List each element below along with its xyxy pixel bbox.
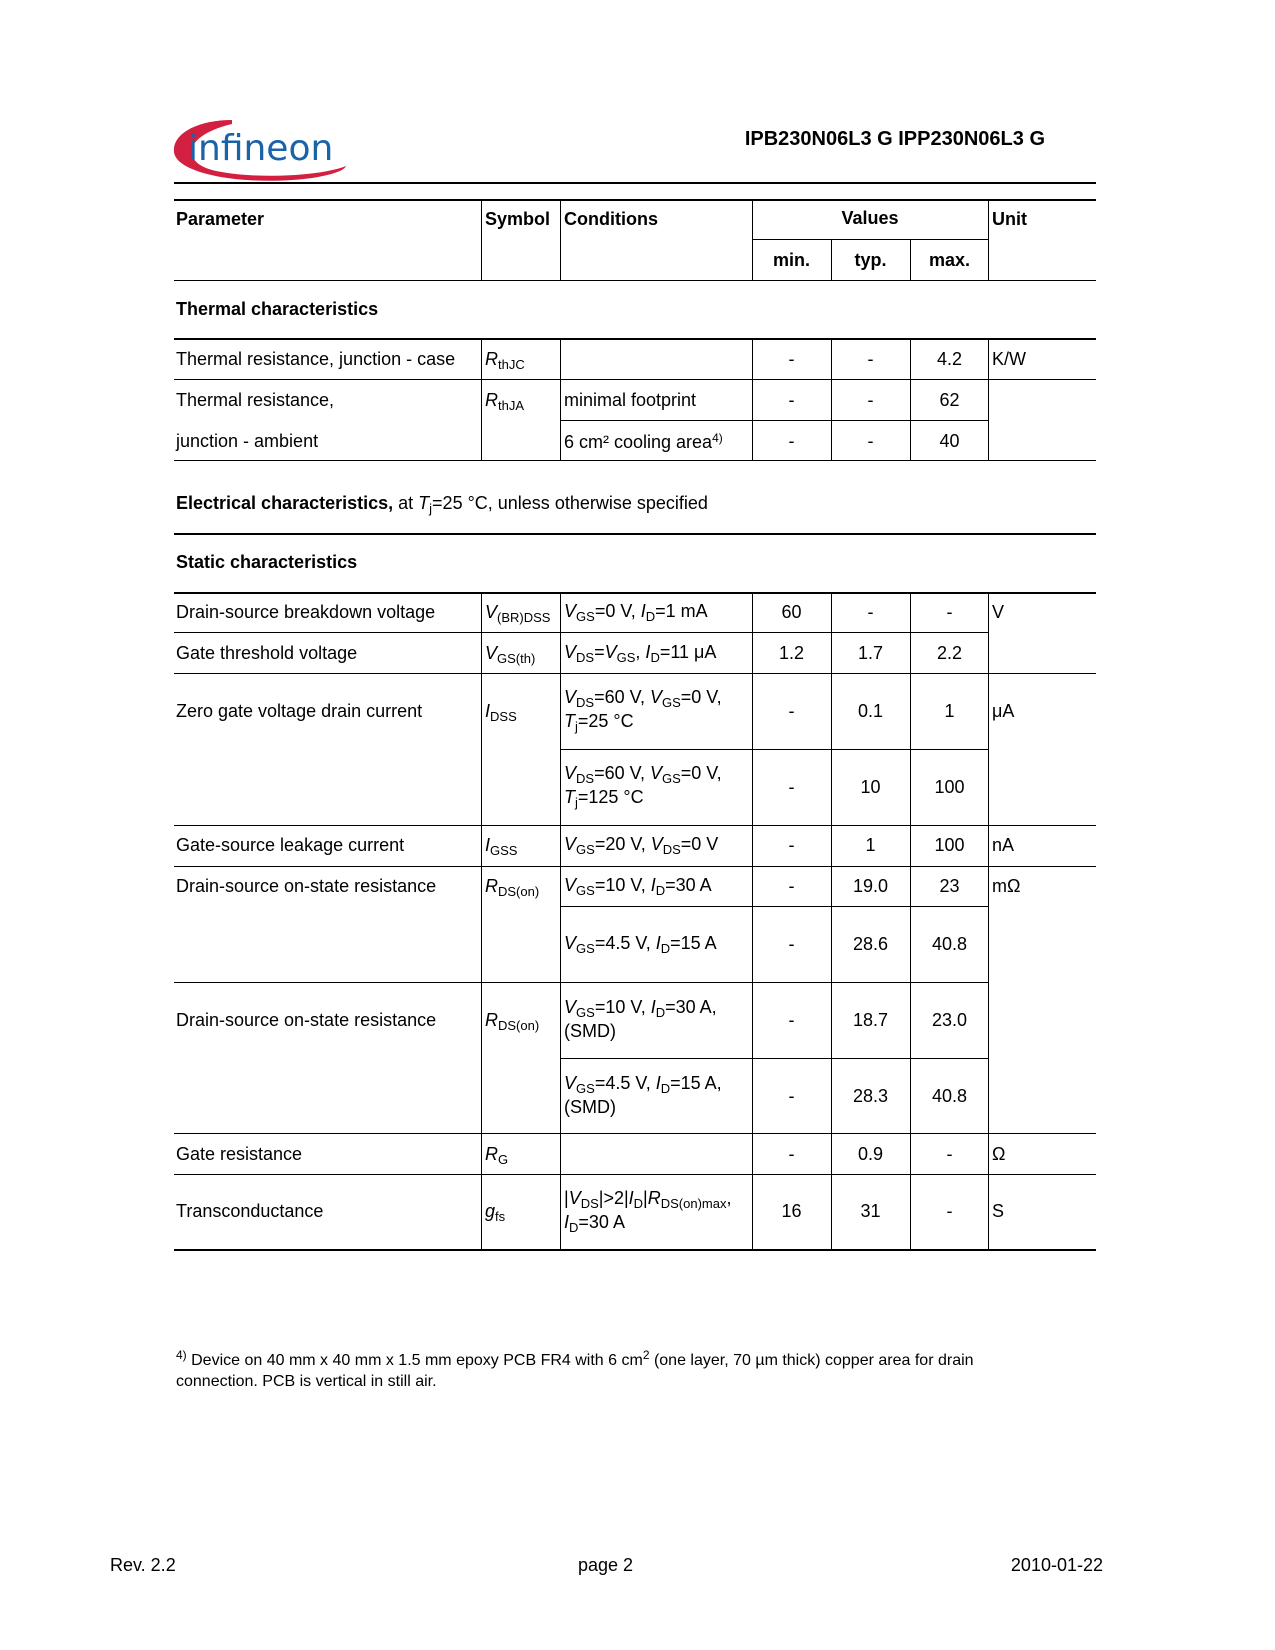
- footer-date: 2010-01-22: [1010, 1555, 1103, 1575]
- col-rule: [481, 338, 482, 461]
- values-sub-rule: [753, 239, 989, 240]
- col-rule: [481, 199, 482, 281]
- param-on-resistance: Drain-source on-state resistance: [176, 876, 437, 896]
- unit-ohm: Ω: [992, 1144, 1006, 1164]
- value-typ: -: [867, 349, 874, 369]
- condition: $V_{DS}=V_{GS}$, $I_D=11$ μA: [564, 642, 717, 665]
- col-header-conditions: Conditions: [564, 209, 658, 229]
- value-max: 40: [939, 431, 960, 451]
- condition-minimal-footprint: minimal footprint: [564, 390, 697, 410]
- row-rule: [174, 338, 1096, 340]
- unit-na: nA: [992, 835, 1015, 855]
- value-typ: 1.7: [857, 643, 884, 663]
- col-header-parameter: Parameter: [176, 209, 265, 229]
- value-max: 23.0: [931, 1010, 968, 1030]
- value-min: -: [788, 835, 795, 855]
- row-rule: [174, 379, 1096, 380]
- condition: $V_{GS}=10$ V, $I_D=30$ A: [564, 875, 712, 898]
- param-gate-threshold: Gate threshold voltage: [176, 643, 358, 663]
- row-rule: [174, 982, 988, 983]
- value-min: -: [788, 1144, 795, 1164]
- svg-text:infineon: infineon: [188, 128, 334, 169]
- row-rule: [174, 533, 1096, 535]
- unit-mohm: mΩ: [992, 876, 1021, 896]
- symbol-vgsth: $V_{GS(th)}$: [485, 643, 536, 666]
- value-min: -: [788, 431, 795, 451]
- value-min: 60: [781, 602, 802, 622]
- condition: $V_{GS}=10$ V, $I_D=30$ A, (SMD): [564, 997, 717, 1041]
- value-max: -: [946, 602, 953, 622]
- value-typ: 1: [865, 835, 876, 855]
- col-rule: [560, 592, 561, 1250]
- symbol-rdson: $R_{DS(on)}$: [485, 876, 540, 899]
- col-rule: [481, 592, 482, 1250]
- symbol-rthja: $R_{thJA}$: [485, 390, 525, 413]
- value-max: 1: [944, 701, 955, 721]
- value-typ: -: [867, 390, 874, 410]
- param-breakdown-voltage: Drain-source breakdown voltage: [176, 602, 436, 622]
- symbol-idss: $I_{DSS}$: [485, 701, 517, 724]
- symbol-igss: $I_{GSS}$: [485, 835, 518, 858]
- value-typ: 18.7: [852, 1010, 889, 1030]
- infineon-logo: [172, 114, 362, 188]
- part-numbers: IPB230N06L3 G IPP230N06L3 G: [744, 128, 1045, 150]
- value-typ: 19.0: [852, 876, 889, 896]
- condition: $V_{GS}=4.5$ V, $I_D=15$ A: [564, 933, 717, 956]
- symbol-rthjc: $R_{thJC}$: [485, 349, 525, 372]
- footer-revision: Rev. 2.2: [110, 1555, 176, 1575]
- value-typ: 28.3: [852, 1086, 889, 1106]
- value-typ: -: [867, 431, 874, 451]
- param-gate-resistance: Gate resistance: [176, 1144, 303, 1164]
- param-transconductance: Transconductance: [176, 1201, 324, 1221]
- param-gate-leakage: Gate-source leakage current: [176, 835, 405, 855]
- param-thermal-jc: Thermal resistance, junction - case: [176, 349, 456, 369]
- value-max: 23: [939, 876, 960, 896]
- unit-kw: K/W: [992, 349, 1026, 369]
- value-max: 4.2: [936, 349, 963, 369]
- row-rule: [174, 632, 988, 633]
- value-min: -: [788, 777, 795, 797]
- row-rule: [560, 906, 989, 907]
- value-typ: 28.6: [852, 934, 889, 954]
- condition-cooling-area: 6 cm² cooling area$^{4)}$: [564, 431, 723, 452]
- symbol-rdson: $R_{DS(on)}$: [485, 1010, 540, 1033]
- value-min: -: [788, 701, 795, 721]
- col-header-max: max.: [928, 250, 971, 270]
- col-rule: [560, 338, 561, 461]
- row-rule: [174, 592, 1096, 594]
- section-title-static: Static characteristics: [176, 552, 358, 572]
- row-rule: [174, 1133, 1096, 1134]
- value-min: -: [788, 934, 795, 954]
- condition: $V_{GS}=4.5$ V, $I_D=15$ A, (SMD): [564, 1073, 722, 1117]
- row-rule: [174, 866, 1096, 867]
- row-rule: [174, 673, 1096, 674]
- col-header-symbol: Symbol: [485, 209, 551, 229]
- condition: $V_{GS}=0$ V, $I_D=1$ mA: [564, 601, 708, 624]
- value-max: 2.2: [936, 643, 963, 663]
- value-max: 40.8: [931, 934, 968, 954]
- value-max: 40.8: [931, 1086, 968, 1106]
- unit-v: V: [992, 602, 1005, 622]
- value-typ: 31: [860, 1201, 881, 1221]
- param-thermal-ja-2: junction - ambient: [176, 431, 319, 451]
- row-rule: [174, 280, 1096, 281]
- symbol-gfs: $g_{fs}$: [485, 1201, 506, 1224]
- value-min: -: [788, 1010, 795, 1030]
- value-typ: 0.9: [857, 1144, 884, 1164]
- value-min: -: [788, 390, 795, 410]
- section-title-electrical: Electrical characteristics, at $T_j=25$ °C, unless otherwise specified: [176, 493, 708, 516]
- footnote: $^{4)}$ Device on 40 mm x 40 mm x 1.5 mm epoxy PCB FR4 with 6 $cm^2$ (one layer, 70 µm thick) copper area for drain connection. PCB is vertical in still air.: [176, 1348, 974, 1390]
- value-max: 62: [939, 390, 960, 410]
- unit-s: S: [992, 1201, 1005, 1221]
- row-rule: [174, 1174, 1096, 1175]
- unit-ua: μA: [992, 701, 1015, 721]
- value-min: -: [788, 349, 795, 369]
- footer-page: page 2: [578, 1555, 634, 1575]
- col-rule: [560, 199, 561, 281]
- value-max: -: [946, 1201, 953, 1221]
- row-rule: [560, 1058, 989, 1059]
- param-zero-gate-current: Zero gate voltage drain current: [176, 701, 423, 721]
- param-thermal-ja-1: Thermal resistance,: [176, 390, 335, 410]
- value-typ: -: [867, 602, 874, 622]
- value-max: 100: [934, 835, 965, 855]
- row-rule: [174, 825, 1096, 826]
- value-min: -: [788, 1086, 795, 1106]
- row-rule: [560, 420, 989, 421]
- param-on-resistance-smd: Drain-source on-state resistance: [176, 1010, 437, 1030]
- divider: [174, 182, 1096, 184]
- table-top-rule: [174, 199, 1096, 201]
- symbol-vbrdss: $V_{(BR)DSS}$: [485, 602, 551, 625]
- table-bottom-rule: [174, 1249, 1096, 1251]
- row-rule: [560, 749, 989, 750]
- col-header-unit: Unit: [992, 209, 1027, 229]
- value-min: 1.2: [778, 643, 805, 663]
- condition: $V_{GS}=20$ V, $V_{DS}=0$ V: [564, 834, 719, 857]
- value-min: -: [788, 876, 795, 896]
- condition: $|V_{DS}|>2|I_D|R_{DS(on)max}$, $I_D=30$ A: [564, 1188, 732, 1235]
- symbol-rg: $R_G$: [485, 1144, 509, 1167]
- col-header-values: Values: [841, 208, 899, 228]
- value-typ: 10: [860, 777, 881, 797]
- condition: $V_{DS}=60$ V, $V_{GS}=0$ V, $T_j=25$ °C: [564, 687, 722, 734]
- condition: $V_{DS}=60$ V, $V_{GS}=0$ V, $T_j=125$ °C: [564, 763, 722, 810]
- value-min: 16: [781, 1201, 802, 1221]
- value-typ: 0.1: [857, 701, 884, 721]
- row-rule: [174, 460, 1096, 461]
- col-header-typ: typ.: [854, 250, 887, 270]
- section-title-thermal: Thermal characteristics: [176, 299, 379, 319]
- value-max: 100: [934, 777, 965, 797]
- col-header-min: min.: [772, 250, 810, 270]
- value-max: -: [946, 1144, 953, 1164]
